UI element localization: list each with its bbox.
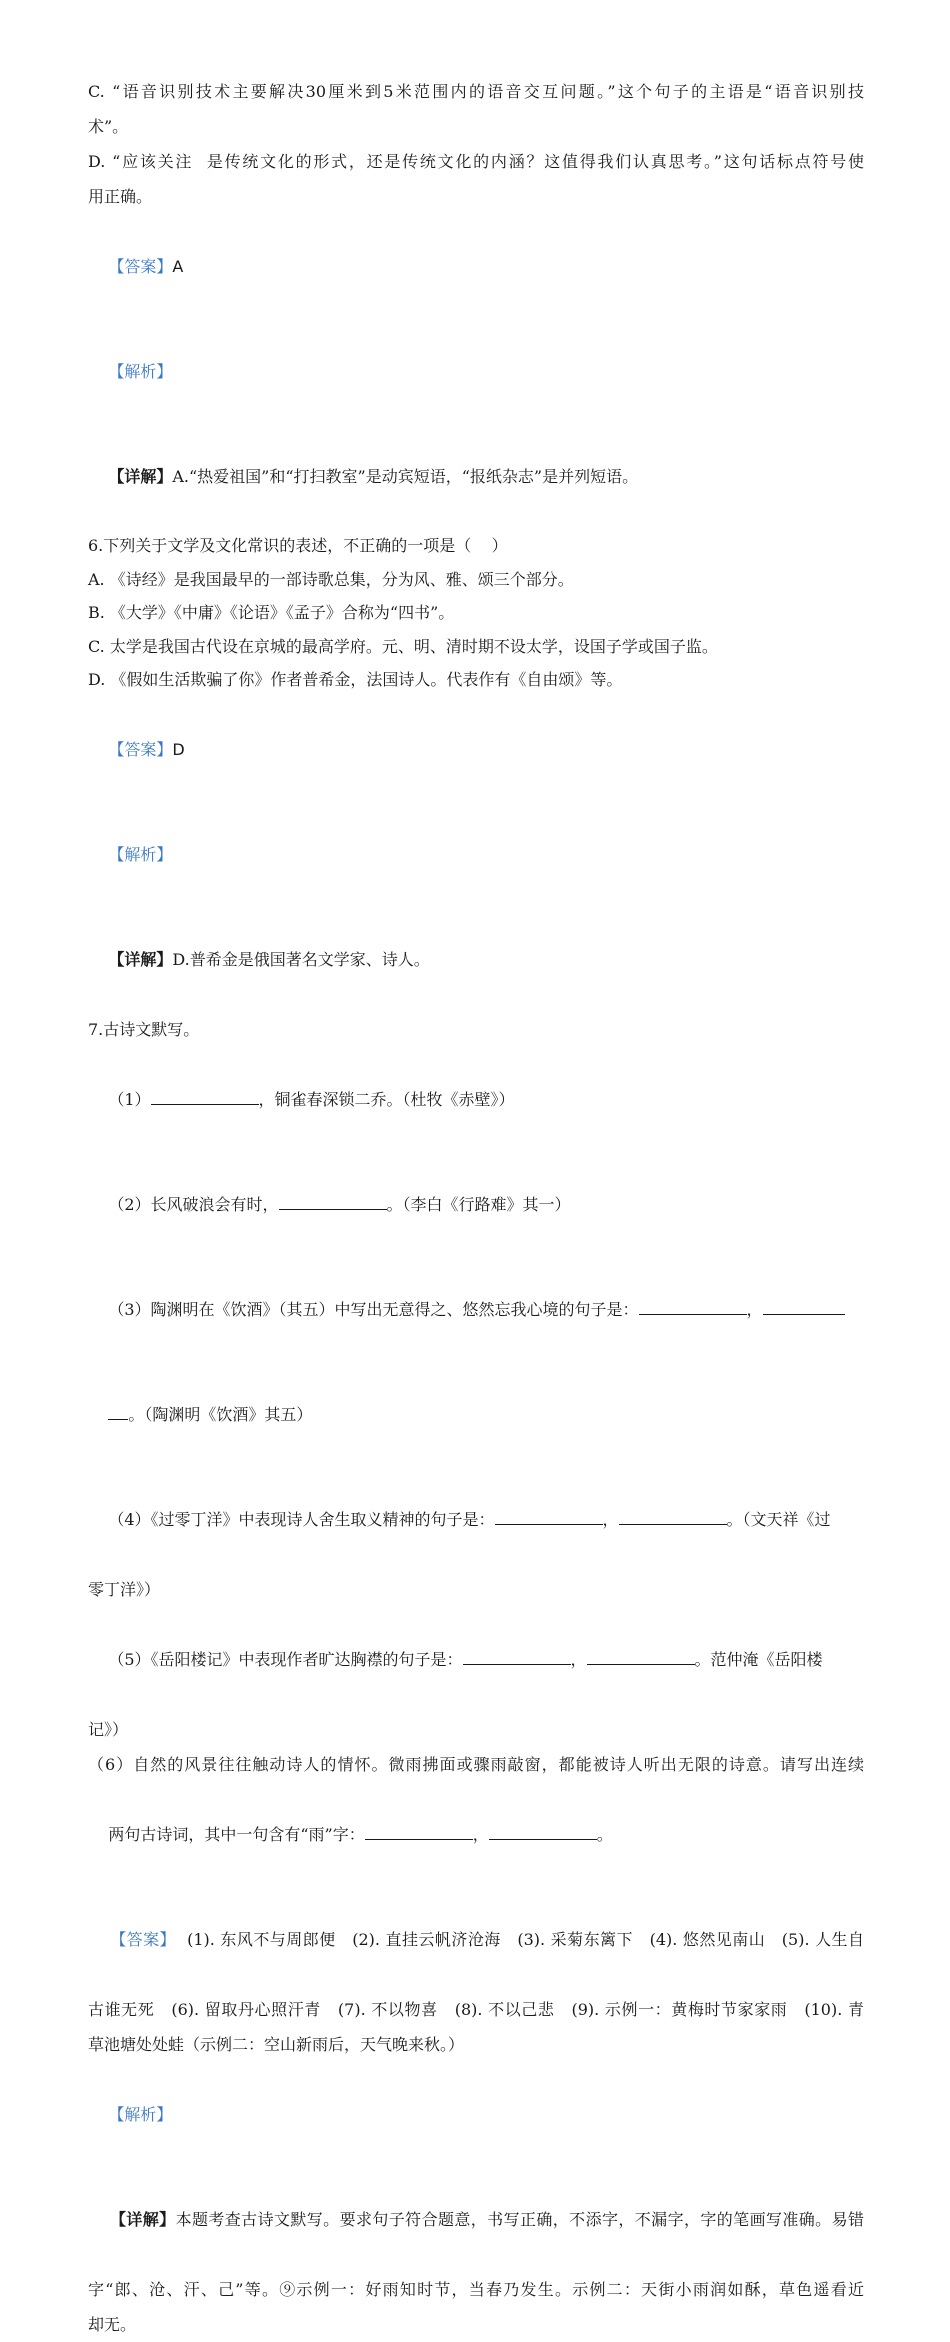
q7-sub4-cont: 零丁洋》）: [88, 1579, 161, 1599]
answer-blank[interactable]: [463, 1647, 571, 1665]
q7-sub4: [88, 1467, 864, 1572]
q7-sub6-period: 。: [596, 1824, 613, 1844]
q6-answer: D: [172, 739, 185, 759]
analysis-tag: 【解析】: [108, 362, 173, 381]
document-page: [88, 74, 864, 2342]
answer-blank[interactable]: [495, 1507, 603, 1525]
q7-sub1-text: ，铜雀春深锁二乔。（杜牧《赤壁》）: [258, 1089, 515, 1109]
analysis-tag: 【解析】: [108, 2104, 173, 2124]
q7-sub2: [88, 1152, 864, 1257]
q6-detail-row: [88, 907, 864, 1012]
q7-sub5: [88, 1607, 864, 1712]
q7-sub5-prefix: （5）《岳阳楼记》中表现作者旷达胸襟的句子是：: [108, 1649, 463, 1669]
q7-detail-row1: [88, 2167, 864, 2272]
q7-stem: 7.古诗文默写。: [88, 1019, 200, 1039]
q6-option-a: A. 《诗经》是我国最早的一部诗歌总集，分为风、雅、颂三个部分。: [88, 569, 574, 589]
q7-sub3-cont: [88, 1362, 864, 1467]
detail-tag: 【详解】: [108, 467, 173, 486]
q7-sub2-prefix: （2）长风破浪会有时，: [108, 1194, 279, 1214]
answer-tag: 【答案】: [108, 739, 173, 759]
q7-sub5-source: 。范仲淹《岳阳楼: [694, 1649, 823, 1669]
q7-sub3: [88, 1257, 864, 1362]
q5-analysis-row: [88, 319, 864, 424]
q7-detail-row3: 却无。: [88, 2314, 137, 2334]
q7-sub4-comma: ，: [602, 1509, 619, 1529]
answer-blank[interactable]: [763, 1297, 845, 1315]
q6-answer-row: [88, 697, 864, 802]
q7-sub3-source: 。（陶渊明《饮酒》其五）: [128, 1404, 313, 1424]
answer-blank[interactable]: [489, 1822, 597, 1840]
q7-sub6-prefix: 两句古诗词，其中一句含有“雨”字：: [108, 1824, 365, 1844]
q7-sub1: [88, 1047, 864, 1152]
answer-blank[interactable]: [587, 1647, 695, 1665]
q5-detail: A.“热爱祖国”和“打扫教室”是动宾短语，“报纸杂志”是并列短语。: [172, 467, 639, 486]
q7-sub6-line1: （6）自然的风景往往触动诗人的情怀。微雨拂面或骤雨敲窗，都能被诗人听出无限的诗意。请写出连续: [88, 1754, 864, 1774]
q5-answer: A: [172, 257, 184, 276]
q6-stem: 6.下列关于文学及文化常识的表述，不正确的一项是（ ）: [88, 536, 508, 555]
answer-blank[interactable]: [151, 1087, 259, 1105]
q7-detail-row2: 字“郎、沧、汗、己”等。⑨示例一：好雨知时节，当春乃发生。示例二：天街小雨润如酥，草色遥看近: [88, 2279, 864, 2299]
q5-answer-row: [88, 214, 864, 319]
q5-option-d-line1: D. “应该关注 是传统文化的形式，还是传统文化的内涵？这值得我们认真思考。”这句话标点符号使: [88, 152, 864, 171]
q5-option-d-line2: 用正确。: [88, 187, 153, 206]
q7-sub6-comma: ，: [472, 1824, 489, 1844]
answer-tag: 【答案】: [110, 1929, 177, 1949]
q7-analysis-row: [88, 2062, 864, 2167]
q7-sub3-prefix: （3）陶渊明在《饮酒》（其五）中写出无意得之、悠然忘我心境的句子是：: [108, 1299, 639, 1319]
q7-sub4-prefix: （4）《过零丁洋》中表现诗人舍生取义精神的句子是：: [108, 1509, 495, 1529]
q7-sub6-line2: [88, 1782, 864, 1887]
answer-blank[interactable]: [619, 1507, 727, 1525]
answer-tag: 【答案】: [108, 257, 173, 276]
q7-sub2-text: 。（李白《行路难》其一）: [386, 1194, 571, 1214]
answer-blank[interactable]: [365, 1822, 473, 1840]
q6-option-c: C. 太学是我国古代设在京城的最高学府。元、明、清时期不设太学，设国子学或国子监。: [88, 636, 718, 656]
detail-tag: 【详解】: [108, 949, 173, 969]
answer-blank[interactable]: [279, 1192, 387, 1210]
detail-tag: 【详解】: [109, 2209, 176, 2229]
q7-answer-row2: 古谁无死 (6). 留取丹心照汗青 (7). 不以物喜 (8). 不以己悲 (9). 示例一：黄梅时节家家雨 (10). 青: [88, 1999, 864, 2019]
analysis-tag: 【解析】: [108, 844, 173, 864]
q7-sub1-prefix: （1）: [108, 1089, 151, 1109]
q7-answer-row1: [88, 1887, 864, 1992]
q7-answer-row3: 草池塘处处蛙（示例二：空山新雨后，天气晚来秋。）: [88, 2034, 465, 2054]
q7-detail-line1: 本题考查古诗文默写。要求句子符合题意，书写正确，不添字，不漏字，字的笔画写准确。易错: [175, 2209, 864, 2229]
q6-option-d: D. 《假如生活欺骗了你》作者普希金，法国诗人。代表作有《自由颂》等。: [88, 670, 623, 689]
q5-detail-row: [88, 424, 864, 529]
q7-sub5-comma: ，: [570, 1649, 587, 1669]
q7-sub3-comma: ，: [746, 1299, 763, 1319]
q7-sub5-cont: 记》）: [88, 1719, 129, 1739]
q6-analysis-row: [88, 802, 864, 907]
answer-blank[interactable]: [108, 1402, 128, 1420]
q7-answer-line1: (1). 东风不与周郎便 (2). 直挂云帆济沧海 (3). 采菊东篱下 (4). 悠然见南山 (5). 人生自: [176, 1929, 865, 1949]
q5-option-c-line1: C. “语音识别技术主要解决30厘米到5米范围内的语音交互问题。”这个句子的主语是“语音识别技: [88, 82, 864, 101]
q6-option-b: B. 《大学》《中庸》《论语》《孟子》合称为“四书”。: [88, 603, 455, 622]
q7-sub4-source: 。（文天祥《过: [726, 1509, 831, 1529]
q6-detail: D.普希金是俄国著名文学家、诗人。: [172, 949, 430, 969]
answer-blank[interactable]: [639, 1297, 747, 1315]
q5-option-c-line2: 术”。: [88, 117, 129, 136]
